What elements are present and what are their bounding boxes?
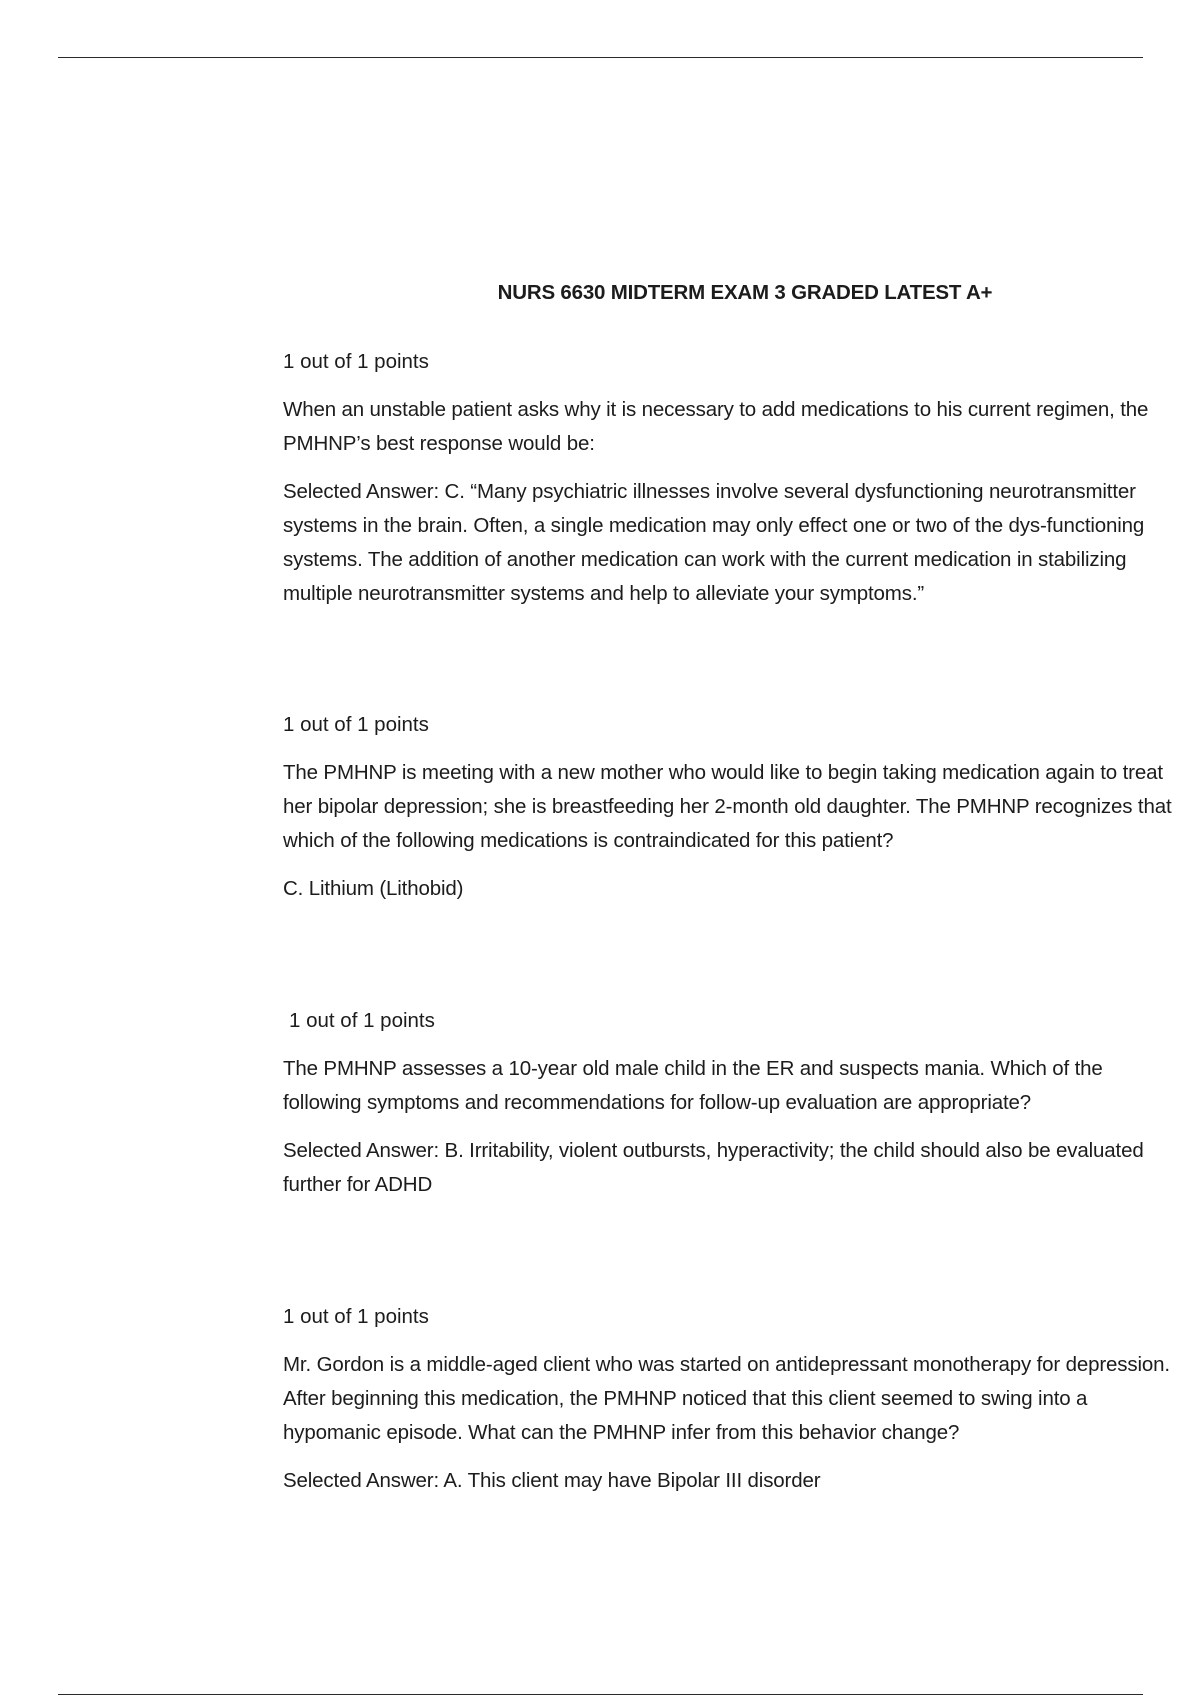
question-1-text: When an unstable patient asks why it is necessary to add medications to his current regimen, the PMHNP’s best response would be: (283, 398, 1149, 455)
question-4-block (283, 1348, 1178, 1498)
question-3-points: 1 out of 1 points (289, 1009, 435, 1032)
question-1-answer: Selected Answer: C. “Many psychiatric illnesses involve several dysfunctioning neurotransmitter systems in the brain. Often, a single medication may only effect one or two of the dys-functioning systems. The addition of another medication can work with the current medication in stabilizing multiple neurotransmitter systems and help to alleviate your symptoms.” (283, 480, 1145, 605)
question-3-text: The PMHNP assesses a 10-year old male child in the ER and suspects mania. Which of the following symptoms and recommendations for follow-up evaluation are appropriate? (283, 1057, 1103, 1114)
top-divider (58, 57, 1143, 58)
question-3-answer: Selected Answer: B. Irritability, violent outbursts, hyperactivity; the child should also be evaluated further for ADHD (283, 1139, 1144, 1196)
question-1-block (283, 393, 1178, 611)
bottom-divider (58, 1694, 1143, 1695)
question-1-points: 1 out of 1 points (283, 350, 429, 373)
question-2-points: 1 out of 1 points (283, 713, 429, 736)
question-4-answer: Selected Answer: A. This client may have Bipolar III disorder (283, 1469, 821, 1492)
document-title: NURS 6630 MIDTERM EXAM 3 GRADED LATEST A+ (497, 281, 993, 304)
question-3-block (283, 1052, 1178, 1202)
question-4-points: 1 out of 1 points (283, 1305, 429, 1328)
question-2-text: The PMHNP is meeting with a new mother who would like to begin taking medication again to treat her bipolar depression; she is breastfeeding her 2-month old daughter. The PMHNP recognizes that which of the following medications is contraindicated for this patient? (283, 761, 1172, 852)
question-2-answer: C. Lithium (Lithobid) (283, 877, 464, 900)
question-4-text: Mr. Gordon is a middle-aged client who was started on antidepressant monotherapy for depression. After beginning this medication, the PMHNP noticed that this client seemed to swing into a hypomanic episode. What can the PMHNP infer from this behavior change? (283, 1353, 1170, 1444)
question-2-block (283, 756, 1178, 906)
